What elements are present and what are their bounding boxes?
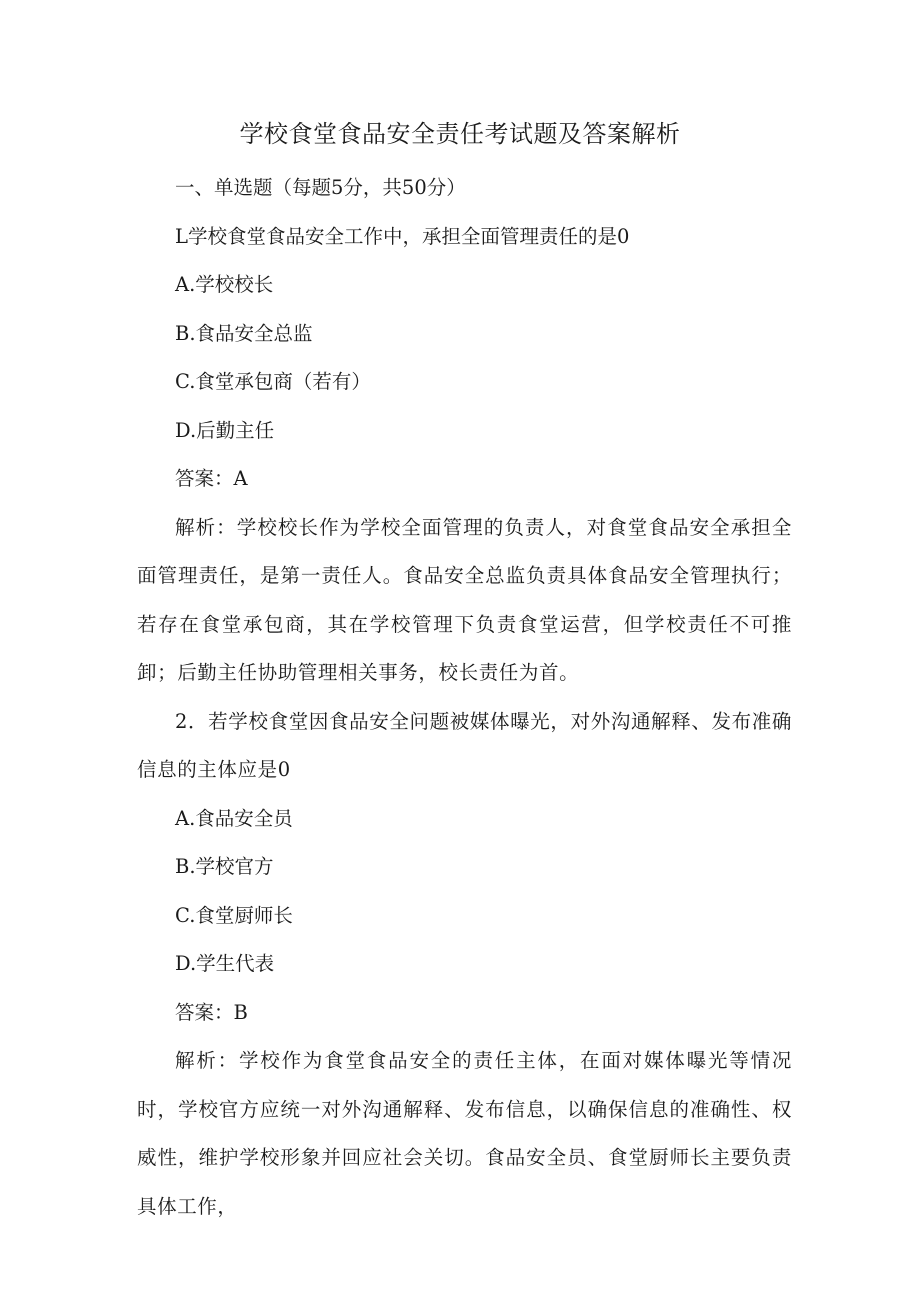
option-c: C.食堂承包商（若有）	[175, 370, 371, 393]
analysis-paragraph: 解析：学校校长作为学校全面管理的负责人，对食堂食品安全承担全面管理责任，是第一责任人。食品安全总监负责具体食品安全管理执行；若存在食堂承包商，其在学校管理下负责食堂运营，但学校责任不可推卸；后勤主任协助管理相关事务，校长责任为首。	[137, 515, 792, 684]
document-body	[137, 164, 792, 1231]
question-block	[137, 698, 792, 1232]
answer-line: 答案：A	[175, 467, 248, 490]
document-title: 学校食堂食品安全责任考试题及答案解析	[239, 120, 681, 148]
option-d: D.学生代表	[175, 952, 275, 975]
option-d: D.后勤主任	[175, 418, 275, 442]
analysis-paragraph: 解析：学校作为食堂食品安全的责任主体，在面对媒体曝光等情况时，学校官方应统一对外沟通解释、发布信息，以确保信息的准确性、权威性，维护学校形象并回应社会关切。食品安全员、食堂厨师长主要负责具体工作，	[137, 1049, 792, 1218]
option-c: C.食堂厨师长	[175, 903, 293, 927]
answer-line: 答案：B	[175, 1000, 248, 1024]
option-b: B.食品安全总监	[175, 321, 313, 345]
option-a: A.学校校长	[175, 273, 274, 296]
question-stem: L学校食堂食品安全工作中，承担全面管理责任的是0	[175, 224, 630, 248]
question-stem: 2．若学校食堂因食品安全问题被媒体曝光，对外沟通解释、发布准确信息的主体应是0	[137, 709, 792, 781]
option-a: A.食品安全员	[175, 806, 293, 830]
section-heading: 一、单选题（每题5分，共50分）	[175, 176, 466, 199]
option-b: B.学校官方	[175, 855, 274, 878]
question-block	[137, 213, 792, 698]
